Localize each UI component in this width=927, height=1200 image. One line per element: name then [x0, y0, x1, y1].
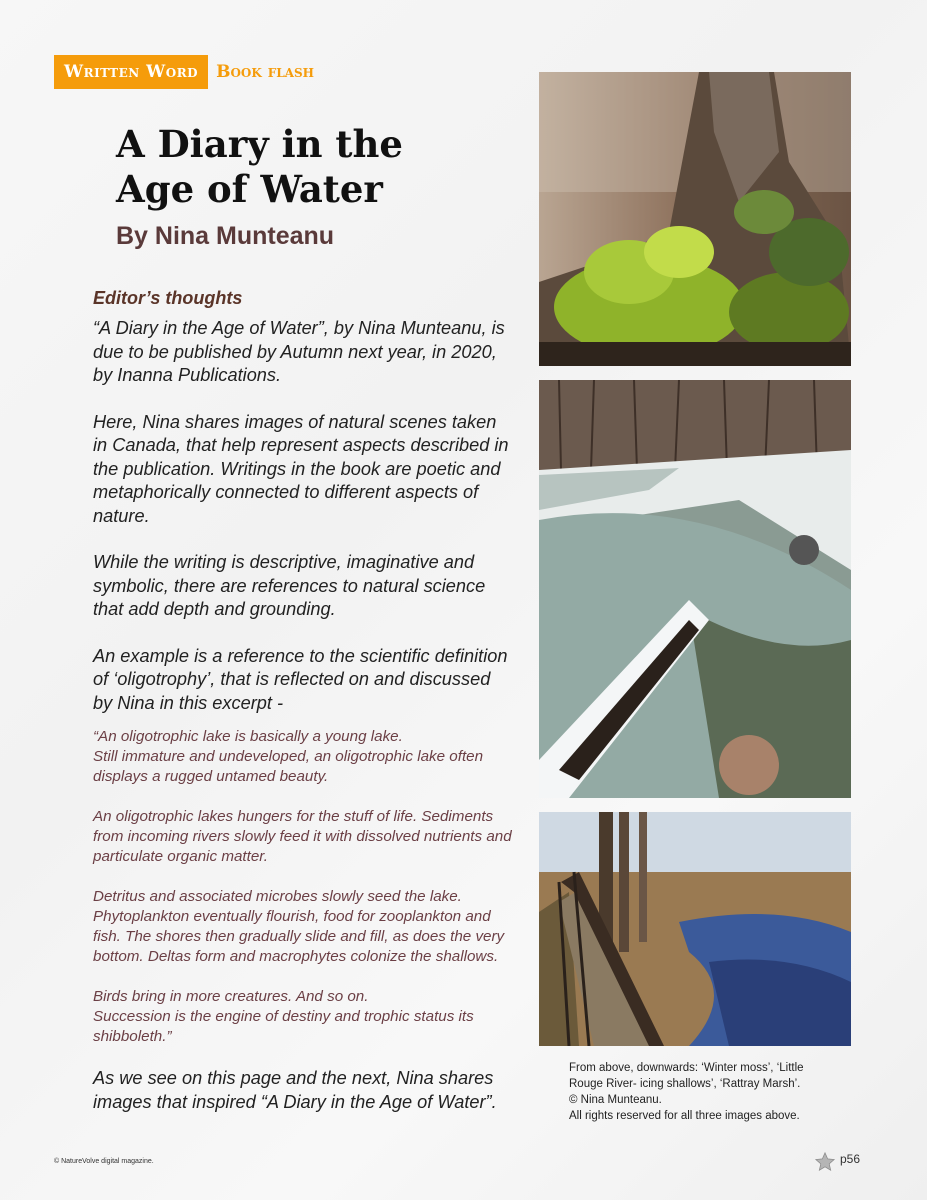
- page-number: p56: [840, 1152, 861, 1166]
- title-line-1: A Diary in the: [116, 122, 403, 166]
- title-line-2: Age of Water: [116, 167, 383, 211]
- body-paragraph: An example is a reference to the scientific definition of ‘oligotrophy’, that is reflected on and discussed by Nina in this excerpt -: [93, 645, 508, 713]
- photo-caption: From above, downwards: ‘Winter moss’, ‘Little Rouge River- icing shallows’, ‘Rattray Marsh’. © Nina Munteanu. All rights reserved for all three images above.: [569, 1062, 804, 1122]
- rattray-marsh-photo: [539, 812, 851, 1046]
- body-paragraph: “A Diary in the Age of Water”, by Nina Munteanu, is due to be published by Autumn next year, in 2020, by Inanna Publications.: [93, 318, 505, 385]
- excerpt-paragraph: An oligotrophic lakes hungers for the stuff of life. Sediments from incoming rivers slowly feed it with dissolved nutrients and particulate organic matter.: [93, 808, 512, 865]
- section-subtag: Book flash: [216, 62, 314, 82]
- body-paragraph: Here, Nina shares images of natural scenes taken in Canada, that help represent aspects described in the publication. Writings in the book are poetic and metaphorically connected to different aspects of nature.: [93, 411, 509, 526]
- footer-copyright: © NatureVolve digital magazine.: [54, 1158, 154, 1165]
- article-byline: By Nina Munteanu: [116, 222, 335, 250]
- winter-moss-photo: [539, 72, 851, 366]
- article-body: [93, 288, 513, 1137]
- article-title: [116, 122, 496, 212]
- excerpt-paragraph: Detritus and associated microbes slowly seed the lake. Phytoplankton eventually flourish, food for zooplankton and fish. The shores then gradually slide and fill, as does the very bottom. Deltas form and macrophytes colonize the shallows.: [93, 888, 505, 965]
- closing-paragraph: As we see on this page and the next, Nina shares images that inspired “A Diary in the Age of Water”.: [93, 1068, 497, 1112]
- little-rouge-river-photo: [539, 380, 851, 798]
- body-paragraph: While the writing is descriptive, imaginative and symbolic, there are references to natural science that add depth and grounding.: [93, 552, 486, 619]
- excerpt-paragraph: “An oligotrophic lake is basically a young lake. Still immature and undeveloped, an oligotrophic lake often displays a rugged untamed beauty.: [93, 728, 484, 785]
- editor-heading: Editor’s thoughts: [93, 288, 243, 308]
- section-tag: Written Word: [54, 55, 208, 89]
- section-banner: [54, 55, 314, 89]
- star-icon: [814, 1151, 836, 1173]
- excerpt-paragraph: Birds bring in more creatures. And so on. Succession is the engine of destiny and trophic status its shibboleth.”: [93, 988, 474, 1045]
